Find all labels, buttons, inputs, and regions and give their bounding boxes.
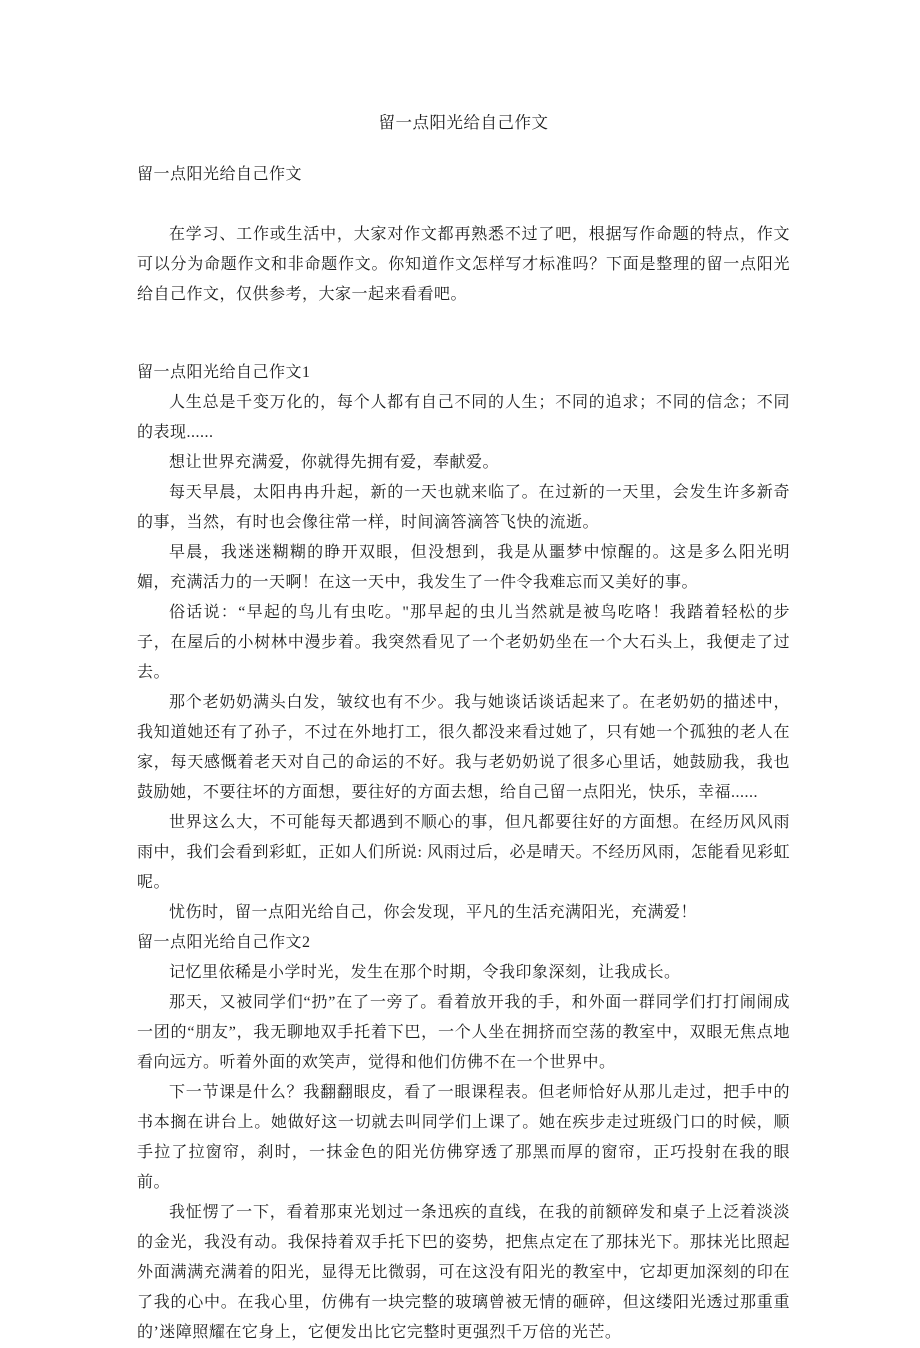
section-1-paragraph: 忧伤时，留一点阳光给自己，你会发现，平凡的生活充满阳光，充满爱！ <box>169 904 698 921</box>
section-2-heading: 留一点阳光给自己作文2 <box>137 934 311 951</box>
section-2-paragraph: 我怔愣了一下，看着那束光划过一条迅疾的直线，在我的前额碎发和桌子上泛着淡淡的金光，我没有动。我保持着双手托下巴的姿势，把焦点定在了那抹光下。那抹光比照起外面满满充满着的阳光，显得无比微弱，可在这没有阳光的教室中，它却更加深刻的印在了我的心中。在我心里，仿佛有一块完整的玻璃曾被无情的砸碎，但这缕阳光透过那重重的’迷障照耀在它身上，它便发出比它完整时更强烈千万倍的光芒。 <box>137 1204 790 1341</box>
page-title: 留一点阳光给自己作文 <box>378 113 549 132</box>
section-1-paragraph: 早晨，我迷迷糊糊的睁开双眼，但没想到，我是从噩梦中惊醒的。这是多么阳光明媚，充满活力的一天啊！在这一天中，我发生了一件令我难忘而又美好的事。 <box>137 544 790 591</box>
section-1-paragraph: 想让世界充满爱，你就得先拥有爱，奉献爱。 <box>169 454 500 471</box>
section-1-paragraph: 世界这么大，不可能每天都遇到不顺心的事，但凡都要往好的方面想。在经历风风雨雨中，我们会看到彩虹，正如人们所说: 风雨过后，必是晴天。不经历风雨，怎能看见彩虹呢。 <box>137 814 790 891</box>
section-2-paragraph: 那天，又被同学们“扔”在了一旁了。看着放开我的手，和外面一群同学们打打闹闹成一团的“朋友”，我无聊地双手托着下巴，一个人坐在拥挤而空荡的教室中，双眼无焦点地看向远方。听着外面的欢笑声，觉得和他们仿佛不在一个世界中。 <box>137 994 790 1071</box>
section-2-paragraph: 记忆里依稀是小学时光，发生在那个时期，令我印象深刻，让我成长。 <box>169 964 681 981</box>
section-1-paragraph: 俗话说：“早起的鸟儿有虫吃。"那早起的虫儿当然就是被鸟吃咯！我踏着轻松的步子，在屋后的小树林中漫步着。我突然看见了一个老奶奶坐在一个大石头上，我便走了过去。 <box>137 604 790 681</box>
section-1-paragraph: 人生总是千变万化的，每个人都有自己不同的人生；不同的追求；不同的信念；不同的表现...... <box>137 394 790 441</box>
intro-paragraph: 在学习、工作或生活中，大家对作文都再熟悉不过了吧，根据写作命题的特点，作文可以分为命题作文和非命题作文。你知道作文怎样写才标准吗？下面是整理的留一点阳光给自己作文，仅供参考，大家一起来看看吧。 <box>137 226 790 303</box>
section-1-paragraph: 那个老奶奶满头白发，皱纹也有不少。我与她谈话谈话起来了。在老奶奶的描述中，我知道她还有了孙子，不过在外地打工，很久都没来看过她了，只有她一个孤独的老人在家，每天感慨着老天对自己的命运的不好。我与老奶奶说了很多心里话，她鼓励我，我也鼓励她，不要往坏的方面想，要往好的方面去想，给自己留一点阳光，快乐，幸福...... <box>137 694 790 801</box>
document-subtitle: 留一点阳光给自己作文 <box>137 166 303 183</box>
section-1-heading: 留一点阳光给自己作文1 <box>137 364 311 381</box>
section-2-paragraph: 下一节课是什么？我翻翻眼皮，看了一眼课程表。但老师恰好从那儿走过，把手中的书本搁在讲台上。她做好这一切就去叫同学们上课了。她在疾步走过班级门口的时候，顺手拉了拉窗帘，刹时，一抹金色的阳光仿佛穿透了那黑而厚的窗帘，正巧投射在我的眼前。 <box>137 1084 790 1191</box>
section-1-paragraph: 每天早晨，太阳冉冉升起，新的一天也就来临了。在过新的一天里，会发生许多新奇的事，当然，有时也会像往常一样，时间滴答滴答飞快的流逝。 <box>137 484 790 531</box>
